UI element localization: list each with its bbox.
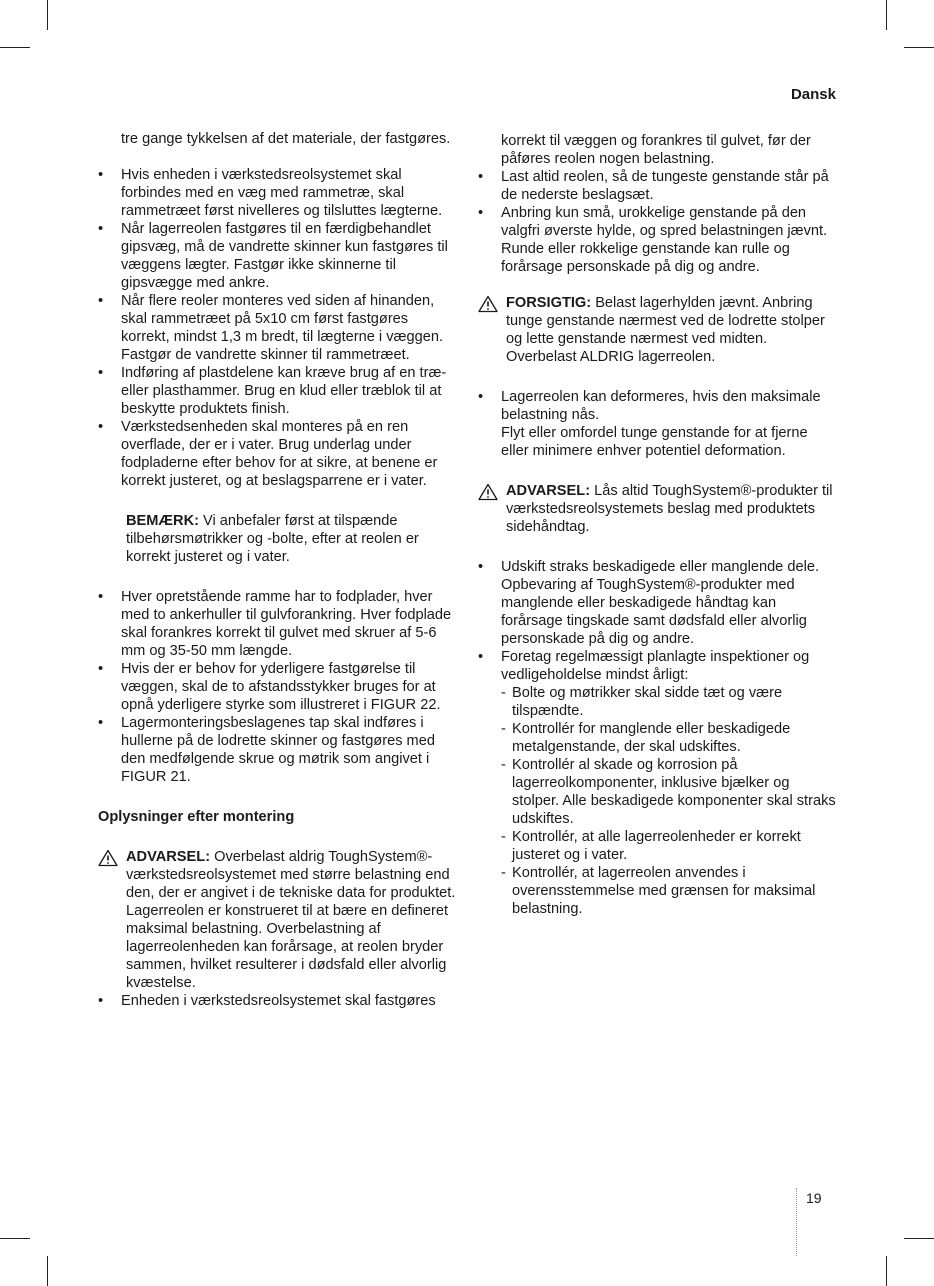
list-item: • Enheden i værkstedsreolsystemet skal fastgøres: [98, 992, 458, 1010]
caution-label: FORSIGTIG:: [506, 295, 592, 311]
note-text: Vi anbefaler først at tilspænde tilbehørsmøtrikker og -bolte, efter at reolen er korrekt justeret og i vater.: [126, 513, 419, 565]
left-column: [98, 130, 458, 1010]
list-item: • Hvis enheden i værkstedsreolsystemet skal forbindes med en væg med rammetræ, skal rammetræet først nivelleres og tilsluttes lægterne.: [98, 166, 458, 220]
page-number-rule: [796, 1188, 797, 1256]
note-label: BEMÆRK:: [126, 513, 199, 529]
page-number: 19: [806, 1190, 822, 1206]
list-item: • Anbring kun små, urokkelige genstande på den valgfri øverste hylde, og spred belastningen jævnt. Runde eller rokkelige genstande kan rulle og forårsage personskade på dig og andre.: [478, 204, 838, 276]
bullet-list: [478, 388, 838, 460]
caution-text: Belast lagerhylden jævnt. Anbring tunge genstande nærmest ved de lodrette stolper og lette genstande nærmest ved midten. Overbelast ALDRIG lagerreolen.: [506, 295, 825, 365]
list-item: • Lagermonteringsbeslagenes tap skal indføres i hullerne på de lodrette skinner og fastgøres med den medfølgende skrue og møtrik som angivet i FIGUR 21.: [98, 714, 458, 786]
section-heading: Oplysninger efter montering: [98, 809, 295, 825]
warning-triangle-icon: [478, 483, 498, 501]
warning-label: ADVARSEL:: [126, 849, 211, 865]
dash-item: - Kontrollér, at alle lagerreolenheder er korrekt justeret og i vater.: [501, 828, 838, 864]
list-item: • Foretag regelmæssigt planlagte inspektioner og vedligeholdelse mindst årligt:: [478, 648, 838, 684]
paragraph-continuation: korrekt til væggen og forankres til gulvet, før der påføres reolen nogen belastning.: [501, 133, 811, 167]
warning-notice: [478, 482, 838, 536]
list-item: • Når lagerreolen fastgøres til en færdigbehandlet gipsvæg, må de vandrette skinner kun fastgøres til væggens lægter. Fastgør ikke skinnerne til gipsvægge med ankre.: [98, 220, 458, 292]
dash-item: - Kontrollér, at lagerreolen anvendes i overensstemmelse med grænsen for maksimal belastning.: [501, 864, 838, 918]
bullet-list: [98, 992, 458, 1010]
list-item-subtext: Flyt eller omfordel tunge genstande for at fjerne eller minimere enhver potentiel deformation.: [501, 425, 808, 459]
crop-mark: [886, 1256, 887, 1286]
crop-mark: [47, 1256, 48, 1286]
warning-label: ADVARSEL:: [506, 483, 591, 499]
list-item: • Last altid reolen, så de tungeste genstande står på de nederste beslagsæt.: [478, 168, 838, 204]
bullet-list: [478, 558, 838, 684]
warning-text: Overbelast aldrig ToughSystem®-værkstedsreolsystemet med større belastning end den, der er angivet i de tekniske data for produktet. Lagerreolen er konstrueret til at bære en defineret maksimal belastning. Overbelastning af lagerreolenheden kan forårsage, at reolen bryder sammen, hvilket resulterer i dødsfald eller alvorlig kvæstelse.: [126, 849, 456, 991]
bullet-list: [478, 168, 838, 276]
crop-mark: [904, 1238, 934, 1239]
list-item: • Hver opretstående ramme har to fodplader, hver med to ankerhuller til gulvforankring. Hver fodplade skal forankres korrekt til gulvet med skruer af 5-6 mm og 35-50 mm længde.: [98, 588, 458, 660]
list-item: [478, 388, 838, 460]
warning-notice: [98, 848, 458, 992]
paragraph-continuation: tre gange tykkelsen af det materiale, der fastgøres.: [121, 131, 451, 147]
list-item: • Indføring af plastdelene kan kræve brug af en træ- eller plasthammer. Brug en klud eller træblok til at beskytte produktets finish.: [98, 364, 458, 418]
language-label: Dansk: [790, 86, 836, 103]
crop-mark: [904, 47, 934, 48]
list-item: • Værkstedsenheden skal monteres på en ren overflade, der er i vater. Brug underlag under fodpladerne efter behov for at sikre, at benene er korrekt justeret, og at beslagsparrene er i vater.: [98, 418, 458, 490]
right-column: [478, 132, 838, 918]
warning-triangle-icon: [98, 849, 118, 867]
list-item: • Hvis der er behov for yderligere fastgørelse til væggen, skal de to afstandsstykker bruges for at opnå yderligere styrke som illustreret i FIGUR 22.: [98, 660, 458, 714]
crop-mark: [0, 47, 30, 48]
list-item: • Udskift straks beskadigede eller manglende dele. Opbevaring af ToughSystem®-produkter med manglende eller beskadigede håndtag kan forårsage tingskade samt dødsfald eller alvorlig personskade på dig og andre.: [478, 558, 838, 648]
list-item-text: Lagerreolen kan deformeres, hvis den maksimale belastning nås.: [501, 389, 821, 423]
list-item: • Når flere reoler monteres ved siden af hinanden, skal rammetræet på 5x10 cm først fastgøres korrekt, mindst 1,3 m bredt, til lægterne i væggen. Fastgør de vandrette skinner til rammetræet.: [98, 292, 458, 364]
caution-notice: [478, 294, 838, 366]
caution-triangle-icon: [478, 295, 498, 313]
crop-mark: [886, 0, 887, 30]
dash-item: - Kontrollér for manglende eller beskadigede metalgenstande, der skal udskiftes.: [501, 720, 838, 756]
dash-item: - Bolte og møtrikker skal sidde tæt og være tilspændte.: [501, 684, 838, 720]
crop-mark: [0, 1238, 30, 1239]
warning-text: Lås altid ToughSystem®-produkter til værkstedsreolsystemets beslag med produktets sidehåndtag.: [506, 483, 833, 535]
dash-list: [478, 684, 838, 918]
crop-mark: [47, 0, 48, 30]
note: [98, 512, 458, 566]
bullet-list: [98, 166, 458, 490]
dash-item: - Kontrollér al skade og korrosion på lagerreolkomponenter, inklusive bjælker og stolper. Alle beskadigede komponenter skal straks udskiftes.: [501, 756, 838, 828]
bullet-list: [98, 588, 458, 786]
